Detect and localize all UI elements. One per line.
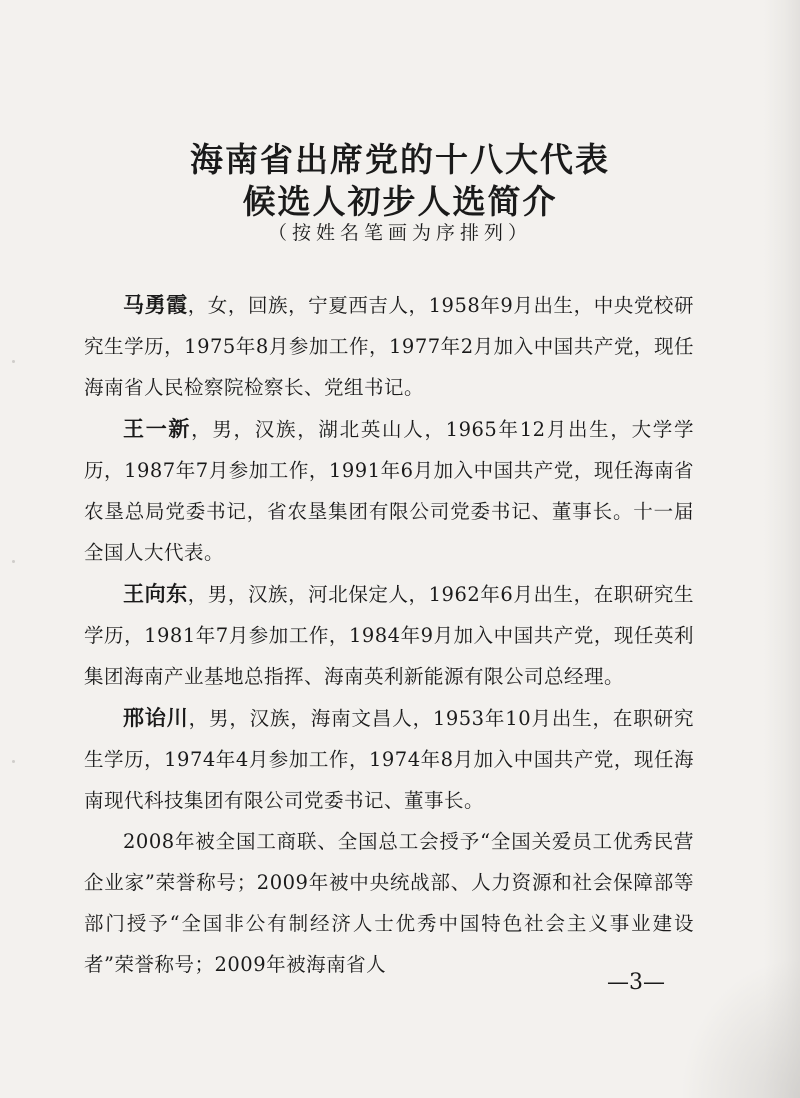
binding-hole-mark bbox=[12, 360, 15, 363]
candidate-bio: ，男，汉族，海南文昌人，1953年10月出生，在职研究生学历，1974年4月参加工作，1974年8月加入中国共产党，现任海南现代科技集团有限公司党委书记、董事长。 bbox=[84, 707, 694, 812]
document-title-line2: 候选人初步人选简介 bbox=[242, 182, 558, 221]
binding-hole-mark bbox=[12, 760, 15, 763]
candidate-paragraph bbox=[84, 573, 694, 697]
candidate-name: 王一新 bbox=[123, 416, 192, 441]
honors-paragraph bbox=[84, 821, 694, 985]
candidate-paragraph bbox=[84, 284, 694, 408]
page-corner-shadow bbox=[680, 958, 800, 1098]
binding-hole-mark bbox=[12, 560, 15, 563]
page-number: —3— bbox=[607, 970, 665, 995]
candidate-name: 王向东 bbox=[123, 581, 188, 606]
document-title-line1: 海南省出席党的十八大代表 bbox=[190, 140, 610, 179]
candidate-bio: ，男，汉族，河北保定人，1962年6月出生，在职研究生学历，1981年7月参加工作，1984年9月加入中国共产党，现任英利集团海南产业基地总指挥、海南英利新能源有限公司总经理。 bbox=[84, 583, 694, 688]
candidate-paragraph bbox=[84, 408, 694, 573]
document-subtitle: （按姓名笔画为序排列） bbox=[267, 222, 532, 244]
candidate-paragraph bbox=[84, 697, 694, 821]
candidate-name: 邢诒川 bbox=[123, 705, 189, 730]
candidate-bio: ，女，回族，宁夏西吉人，1958年9月出生，中央党校研究生学历，1975年8月参加工作，1977年2月加入中国共产党，现任海南省人民检察院检察长、党组书记。 bbox=[84, 294, 694, 399]
honors-text: 2008年被全国工商联、全国总工会授予“全国关爱员工优秀民营企业家”荣誉称号；2009年被中央统战部、人力资源和社会保障部等部门授予“全国非公有制经济人士优秀中国特色社会主义事业建设者”荣誉称号；2009年被海南省人 bbox=[84, 830, 694, 976]
candidate-list bbox=[84, 284, 694, 985]
candidate-bio: ，男，汉族，湖北英山人，1965年12月出生，大学学历，1987年7月参加工作，1991年6月加入中国共产党，现任海南省农垦总局党委书记，省农垦集团有限公司党委书记、董事长。十一届全国人大代表。 bbox=[84, 418, 694, 564]
candidate-name: 马勇霞 bbox=[123, 292, 188, 317]
